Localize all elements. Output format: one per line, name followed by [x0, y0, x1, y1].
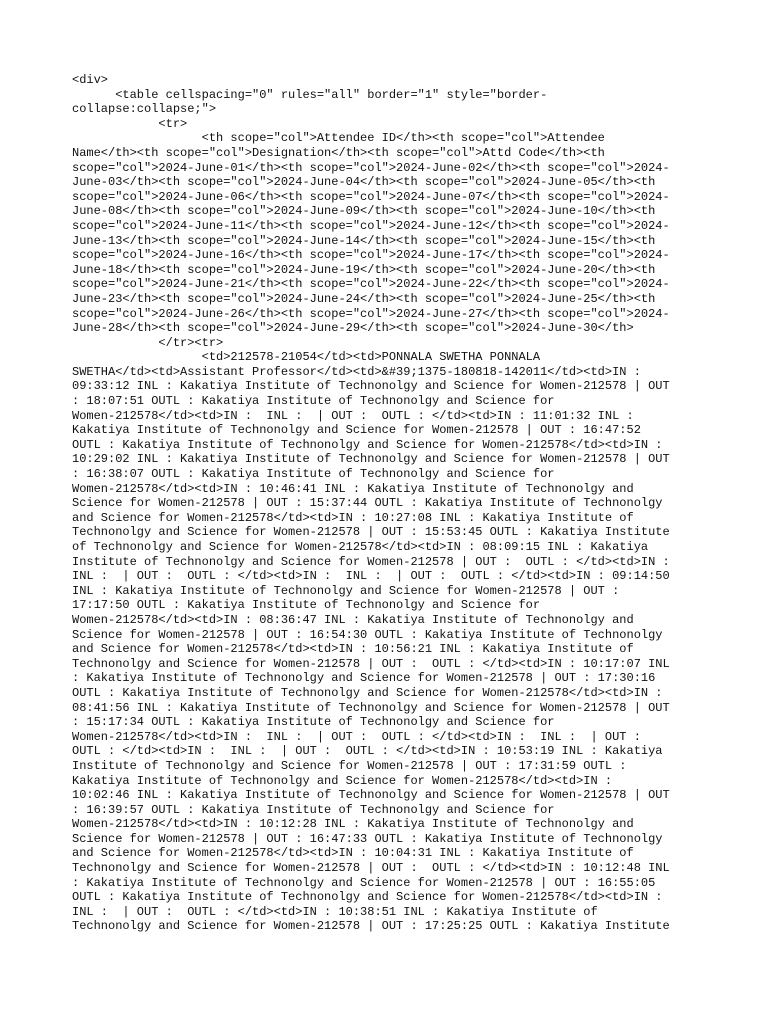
- text-line: Institute of Technonolgy and Science for Women-212578 | OUT : OUTL : </td><td>IN :: [72, 554, 670, 569]
- text-line: of Technonolgy and Science for Women-212578</td><td>IN : 08:09:15 INL : Kakatiya: [72, 540, 649, 554]
- text-line: : 18:07:51 OUTL : Kakatiya Institute of Technonolgy and Science for: [72, 394, 555, 409]
- text-line: INL : Kakatiya Institute of Technonolgy and Science for Women-212578 | OUT :: [72, 583, 620, 598]
- text-line: scope="col">2024-June-11</th><th scope="col">2024-June-12</th><th scope="col">2024-: [72, 218, 670, 233]
- text-line: Women-212578</td><td>IN : 10:12:28 INL : Kakatiya Institute of Technonolgy and: [72, 817, 634, 832]
- text-line: Technonolgy and Science for Women-212578 | OUT : OUTL : </td><td>IN : 10:17:07 INL: [72, 656, 670, 671]
- text-line: scope="col">2024-June-06</th><th scope="col">2024-June-07</th><th scope="col">2024-: [72, 189, 670, 204]
- text-line: SWETHA</td><td>Assistant Professor</td><td>&#39;1375-180818-142011</td><td>IN :: [72, 364, 641, 379]
- text-line: Technonolgy and Science for Women-212578 | OUT : OUTL : </td><td>IN : 10:12:48 INL: [72, 861, 670, 876]
- text-line: June-08</th><th scope="col">2024-June-09</th><th scope="col">2024-June-10</th><th: [72, 204, 656, 219]
- text-line: 10:29:02 INL : Kakatiya Institute of Technonolgy and Science for Women-212578 | OUT: [72, 452, 670, 467]
- text-line: OUTL : </td><td>IN : INL : | OUT : OUTL : </td><td>IN : 10:53:19 INL : Kakatiya: [72, 744, 663, 759]
- text-line: Women-212578</td><td>IN : INL : | OUT : OUTL : </td><td>IN : INL : | OUT :: [72, 729, 641, 744]
- text-line: and Science for Women-212578</td><td>IN : 10:56:21 INL : Kakatiya Institute of: [72, 642, 634, 657]
- text-line: OUTL : Kakatiya Institute of Technonolgy and Science for Women-212578</td><td>IN :: [72, 890, 663, 905]
- text-line: scope="col">2024-June-16</th><th scope="col">2024-June-17</th><th scope="col">2024-: [72, 248, 670, 263]
- text-line: <div>: [72, 73, 109, 87]
- text-line: June-03</th><th scope="col">2024-June-04</th><th scope="col">2024-June-05</th><th: [72, 175, 656, 190]
- text-line: scope="col">2024-June-21</th><th scope="col">2024-June-22</th><th scope="col">2024-: [72, 277, 670, 292]
- text-line: : Kakatiya Institute of Technonolgy and Science for Women-212578 | OUT : 17:30:16: [72, 671, 656, 686]
- text-line: June-23</th><th scope="col">2024-June-24</th><th scope="col">2024-June-25</th><th: [72, 291, 656, 306]
- text-line: Science for Women-212578 | OUT : 16:54:30 OUTL : Kakatiya Institute of Technonolgy: [72, 627, 663, 642]
- text-line: INL : | OUT : OUTL : </td><td>IN : INL : | OUT : OUTL : </td><td>IN : 09:14:50: [72, 569, 670, 584]
- document-page: [72, 73, 712, 949]
- text-line: </tr><tr>: [72, 335, 224, 350]
- text-line: : 16:39:57 OUTL : Kakatiya Institute of Technonolgy and Science for: [72, 802, 555, 817]
- text-line: <table cellspacing="0" rules="all" border="1" style="border-: [72, 87, 548, 102]
- text-line: collapse:collapse;">: [72, 102, 217, 117]
- text-line: 10:02:46 INL : Kakatiya Institute of Technonolgy and Science for Women-212578 | OUT: [72, 788, 670, 803]
- text-line: : 16:38:07 OUTL : Kakatiya Institute of Technonolgy and Science for: [72, 467, 555, 482]
- text-line: 08:41:56 INL : Kakatiya Institute of Technonolgy and Science for Women-212578 | OUT: [72, 700, 670, 715]
- text-line: and Science for Women-212578</td><td>IN : 10:27:08 INL : Kakatiya Institute of: [72, 510, 634, 525]
- text-line: scope="col">2024-June-01</th><th scope="col">2024-June-02</th><th scope="col">2024-: [72, 160, 670, 175]
- text-line: June-28</th><th scope="col">2024-June-29</th><th scope="col">2024-June-30</th>: [72, 321, 634, 336]
- text-line: 09:33:12 INL : Kakatiya Institute of Technonolgy and Science for Women-212578 | OUT: [72, 379, 670, 394]
- text-line: Institute of Technonolgy and Science for Women-212578 | OUT : 17:31:59 OUTL :: [72, 758, 627, 773]
- text-line: : 15:17:34 OUTL : Kakatiya Institute of Technonolgy and Science for: [72, 715, 555, 730]
- text-line: OUTL : Kakatiya Institute of Technonolgy and Science for Women-212578</td><td>IN :: [72, 437, 663, 452]
- text-line: INL : | OUT : OUTL : </td><td>IN : 10:38:51 INL : Kakatiya Institute of: [72, 904, 598, 919]
- text-line: 17:17:50 OUTL : Kakatiya Institute of Technonolgy and Science for: [72, 598, 541, 613]
- text-line: OUTL : Kakatiya Institute of Technonolgy and Science for Women-212578</td><td>IN :: [72, 685, 663, 700]
- text-line: <th scope="col">Attendee ID</th><th scope="col">Attendee: [72, 131, 605, 146]
- text-line: Women-212578</td><td>IN : 10:46:41 INL : Kakatiya Institute of Technonolgy and: [72, 481, 634, 496]
- text-line: [72, 934, 712, 949]
- text-line: Science for Women-212578 | OUT : 16:47:33 OUTL : Kakatiya Institute of Technonolgy: [72, 831, 663, 846]
- text-line: Women-212578</td><td>IN : 08:36:47 INL : Kakatiya Institute of Technonolgy and: [72, 612, 634, 627]
- text-line: Name</th><th scope="col">Designation</th><th scope="col">Attd Code</th><th: [72, 145, 605, 160]
- text-line: Technonolgy and Science for Women-212578 | OUT : 17:25:25 OUTL : Kakatiya Institute: [72, 919, 670, 934]
- text-line: June-18</th><th scope="col">2024-June-19</th><th scope="col">2024-June-20</th><th: [72, 262, 656, 277]
- text-line: <td>212578-21054</td><td>PONNALA SWETHA PONNALA: [72, 350, 541, 365]
- text-line: Kakatiya Institute of Technonolgy and Science for Women-212578</td><td>IN :: [72, 773, 613, 788]
- text-line: Women-212578</td><td>IN : INL : | OUT : OUTL : </td><td>IN : 11:01:32 INL :: [72, 408, 634, 423]
- text-line: Kakatiya Institute of Technonolgy and Science for Women-212578 | OUT : 16:47:52: [72, 423, 641, 438]
- text-line: : Kakatiya Institute of Technonolgy and Science for Women-212578 | OUT : 16:55:05: [72, 875, 656, 890]
- text-line: Technonolgy and Science for Women-212578 | OUT : 15:53:45 OUTL : Kakatiya Institute: [72, 525, 670, 540]
- text-line: scope="col">2024-June-26</th><th scope="col">2024-June-27</th><th scope="col">2024-: [72, 306, 670, 321]
- text-line: <tr>: [72, 116, 188, 131]
- text-line: and Science for Women-212578</td><td>IN : 10:04:31 INL : Kakatiya Institute of: [72, 846, 634, 861]
- text-line: June-13</th><th scope="col">2024-June-14</th><th scope="col">2024-June-15</th><th: [72, 233, 656, 248]
- text-line: Science for Women-212578 | OUT : 15:37:44 OUTL : Kakatiya Institute of Technonolgy: [72, 496, 663, 511]
